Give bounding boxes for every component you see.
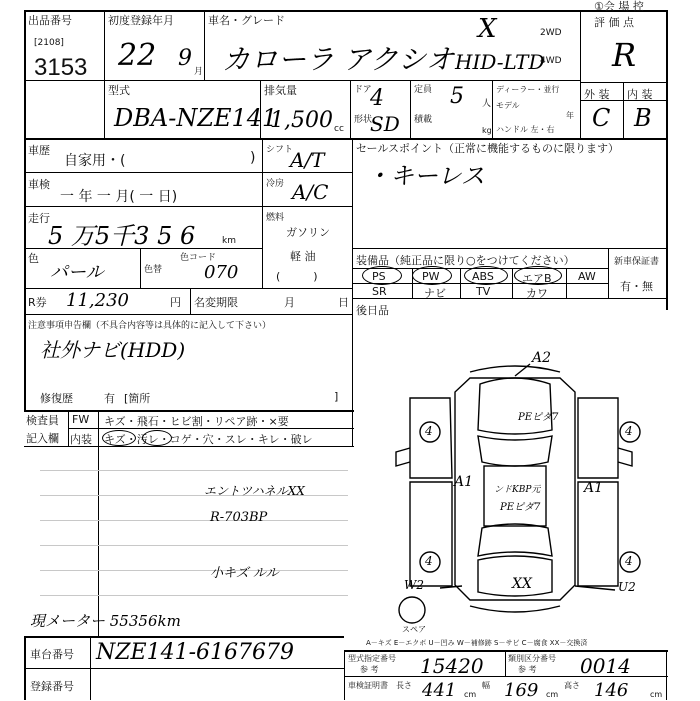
lot-number-label: 出品番号 <box>28 14 72 27</box>
usage-label: 車歴 <box>28 144 50 157</box>
width-unit: cm <box>546 690 559 699</box>
fuel-gasoline: ガソリン <box>286 226 330 239</box>
handwritten-note-3: 小キズ ルル <box>210 566 279 581</box>
caution-label: 注意事項申告欄（不具合内容等は具体的に記入して下さい） <box>28 321 272 331</box>
equip-abs: ABS <box>472 270 494 283</box>
type-no-value: 15420 <box>420 654 484 678</box>
sales-point-text: ・キーレス <box>366 162 485 190</box>
load-label: 積載 <box>414 115 433 125</box>
chassis-label: 車台番号 <box>30 648 74 661</box>
score-label: 評 価 点 <box>594 16 634 29</box>
drive-2wd: 2WD <box>540 28 562 38</box>
inspection-value: 一 年 一 月( 一 日) <box>60 189 178 205</box>
year-unit: 年 <box>566 111 574 120</box>
color-change-label: 色替 <box>144 265 163 275</box>
tax-label: 名変期限 <box>194 296 238 309</box>
inspector-label-bottom: 記入欄 <box>26 432 59 445</box>
type-no-label: 型式指定番号 <box>348 654 396 663</box>
right-mirror <box>618 448 632 466</box>
top-right-note: ①会 場 控 <box>594 0 644 13</box>
height-unit: cm <box>650 690 663 699</box>
dealer-label: ディーラー・並行 <box>496 85 560 94</box>
lot-prefix: [2108] <box>34 38 64 48</box>
caution-text: 社外ナビ(HDD) <box>40 338 186 362</box>
height-label: 高さ <box>564 681 580 690</box>
shift-label: シフト <box>266 145 294 155</box>
registration-month: 9 <box>178 46 192 71</box>
doors-label: ドア <box>354 85 372 95</box>
length-unit: cm <box>464 690 477 699</box>
registration-month-unit: 月 <box>194 67 204 77</box>
recycle-unit: 円 <box>170 296 181 309</box>
left-front-panel <box>410 398 452 478</box>
days-item-label: 後日品 <box>356 304 389 317</box>
warranty-value: 有・無 <box>620 280 653 293</box>
equip-airbag: エアB <box>522 272 552 285</box>
ac-label: 冷房 <box>266 179 285 189</box>
cert-label: 車検証明書 <box>348 681 388 690</box>
color-value: パール <box>50 262 104 283</box>
warranty-label: 新車保証書 <box>614 257 660 267</box>
mileage-note: 現メーター 55356km <box>30 612 181 630</box>
repair-bracket-close: ] <box>334 390 339 403</box>
inspector-label-top: 検査員 <box>26 414 59 427</box>
repair-label: 修復歴 <box>40 392 73 405</box>
equip-tv: TV <box>476 285 491 298</box>
shape-label: 形状 <box>354 115 373 125</box>
drive-4wd: 4WD <box>540 56 562 66</box>
capacity-label: 定員 <box>414 85 433 95</box>
left-mirror <box>396 448 410 466</box>
damage-legend: A－キズ E－エクボ U－凹み W－補修跡 S－サビ C－腐食 XX－交換済 <box>366 639 588 647</box>
car-windshield <box>478 436 552 466</box>
doors-value: 4 <box>370 86 384 111</box>
class-no-label: 類別区分番号 <box>508 654 556 663</box>
first-registration-label: 初度登録年月 <box>108 14 174 27</box>
left-rear-panel <box>410 482 452 586</box>
model-code: DBA-NZE141 <box>114 104 278 132</box>
x-mark: X <box>478 14 497 44</box>
color-code-value: 070 <box>204 262 239 283</box>
equip-aw: AW <box>578 270 596 283</box>
recycle-label: R券 <box>28 296 47 309</box>
diagram-lamp-note-2: PEピダ7 <box>500 502 541 513</box>
interior-check-label: 内装 <box>70 433 92 446</box>
right-rear-panel <box>578 482 618 586</box>
tax-day: 日 <box>338 296 349 309</box>
shape-value: SD <box>370 112 400 136</box>
diagram-a1-right: A1 <box>584 480 604 496</box>
shift-value: A/T <box>290 148 325 172</box>
tyre-fl-label: 4 <box>425 424 433 438</box>
fuel-diesel: 軽 油 <box>290 250 316 263</box>
car-name: カローラ アクシオ <box>222 43 455 76</box>
car-rear-glass <box>478 524 552 556</box>
interior-grade: B <box>634 104 652 132</box>
displacement-value: 1,500 <box>270 108 333 133</box>
length-value: 441 <box>422 680 457 701</box>
equipment-label: 装備品（純正品に限り○をつけてください） <box>356 254 575 267</box>
displacement-label: 排気量 <box>264 84 297 97</box>
usage-value: 自家用・( <box>64 153 126 169</box>
registration-year: 22 <box>118 38 157 73</box>
diagram-lamp-note-1: ンドKBP元 <box>494 485 541 495</box>
rear-bumper <box>470 606 560 612</box>
equip-ps: PS <box>372 270 386 283</box>
car-roof <box>484 466 546 526</box>
interior-label: 内 装 <box>627 88 653 101</box>
spare-tyre <box>399 597 425 623</box>
equip-leather: カワ <box>526 287 548 300</box>
length-label: 長さ <box>396 681 412 690</box>
handwritten-note-1: エントツハネルXX <box>204 484 305 498</box>
diagram-w2: W2 <box>404 578 424 592</box>
handle-label: ハンドル 左・右 <box>496 125 555 134</box>
lot-number: 3153 <box>34 54 88 81</box>
equip-sr: SR <box>372 285 387 298</box>
color-label: 色 <box>28 252 39 265</box>
diagram-pebp-top: PEピダ7 <box>518 412 559 423</box>
mileage-value: 5 万5千3 5 6 <box>48 222 196 250</box>
repair-value: 有 <box>104 392 115 405</box>
spare-label: スペア <box>402 625 426 634</box>
equip-navi: ナビ <box>424 287 446 300</box>
exterior-grade: C <box>592 104 611 132</box>
inspection-label: 車検 <box>28 178 50 191</box>
capacity-unit: 人 <box>482 99 492 109</box>
usage-close: ) <box>250 150 256 166</box>
car-name-label: 車名・グレード <box>208 14 285 27</box>
repair-bracket-open: [箇所 <box>124 392 151 405</box>
diagram-xx: XX <box>512 576 532 592</box>
tax-month: 月 <box>284 296 295 309</box>
width-value: 169 <box>504 680 539 701</box>
right-front-panel <box>578 398 618 478</box>
equip-pw: PW <box>422 270 440 283</box>
registration-number-label: 登録番号 <box>30 680 74 693</box>
fuel-label: 燃料 <box>266 213 285 223</box>
mileage-unit: km <box>222 236 236 246</box>
tyre-fr-label: 4 <box>625 424 633 438</box>
recycle-amount: 11,230 <box>66 290 129 311</box>
car-hood <box>478 378 552 434</box>
tyre-rl-label: 4 <box>425 554 433 568</box>
fw-label: FW <box>72 413 90 426</box>
diagram-a1-left: A1 <box>454 474 474 490</box>
color-code-label: 色コード <box>180 253 217 263</box>
load-unit: kg <box>482 126 492 135</box>
handwritten-note-2: R-703BP <box>210 510 268 525</box>
width-label: 幅 <box>482 681 490 690</box>
sales-point-label: セールスポイント（正常に機能するものに限ります） <box>356 142 620 155</box>
fw-items: キズ・飛石・ヒビ割・リペア跡・×要 <box>104 415 289 428</box>
capacity-value: 5 <box>450 84 464 109</box>
car-grade: HID-LTD <box>455 50 545 74</box>
model-year-label: モデル <box>496 101 520 110</box>
diagram-a2: A2 <box>532 350 552 366</box>
ac-value: A/C <box>292 180 329 204</box>
chassis-number: NZE141-6167679 <box>96 640 294 665</box>
interior-check-items: キズ・汚レ・コゲ・穴・スレ・キレ・破レ <box>104 433 313 446</box>
fuel-other: ( ) <box>276 270 318 283</box>
front-bumper <box>470 366 560 372</box>
tyre-rr-label: 4 <box>625 554 633 568</box>
score-value: R <box>612 36 637 74</box>
exterior-label: 外 装 <box>584 88 610 101</box>
displacement-unit: cc <box>334 124 344 134</box>
type-no-sub: 参 考 <box>360 665 379 674</box>
class-no-value: 0014 <box>580 654 631 678</box>
height-value: 146 <box>594 680 629 701</box>
diagram-u2: U2 <box>618 580 636 594</box>
model-label: 型式 <box>108 84 130 97</box>
mileage-label: 走行 <box>28 212 50 225</box>
class-no-sub: 参 考 <box>518 665 537 674</box>
